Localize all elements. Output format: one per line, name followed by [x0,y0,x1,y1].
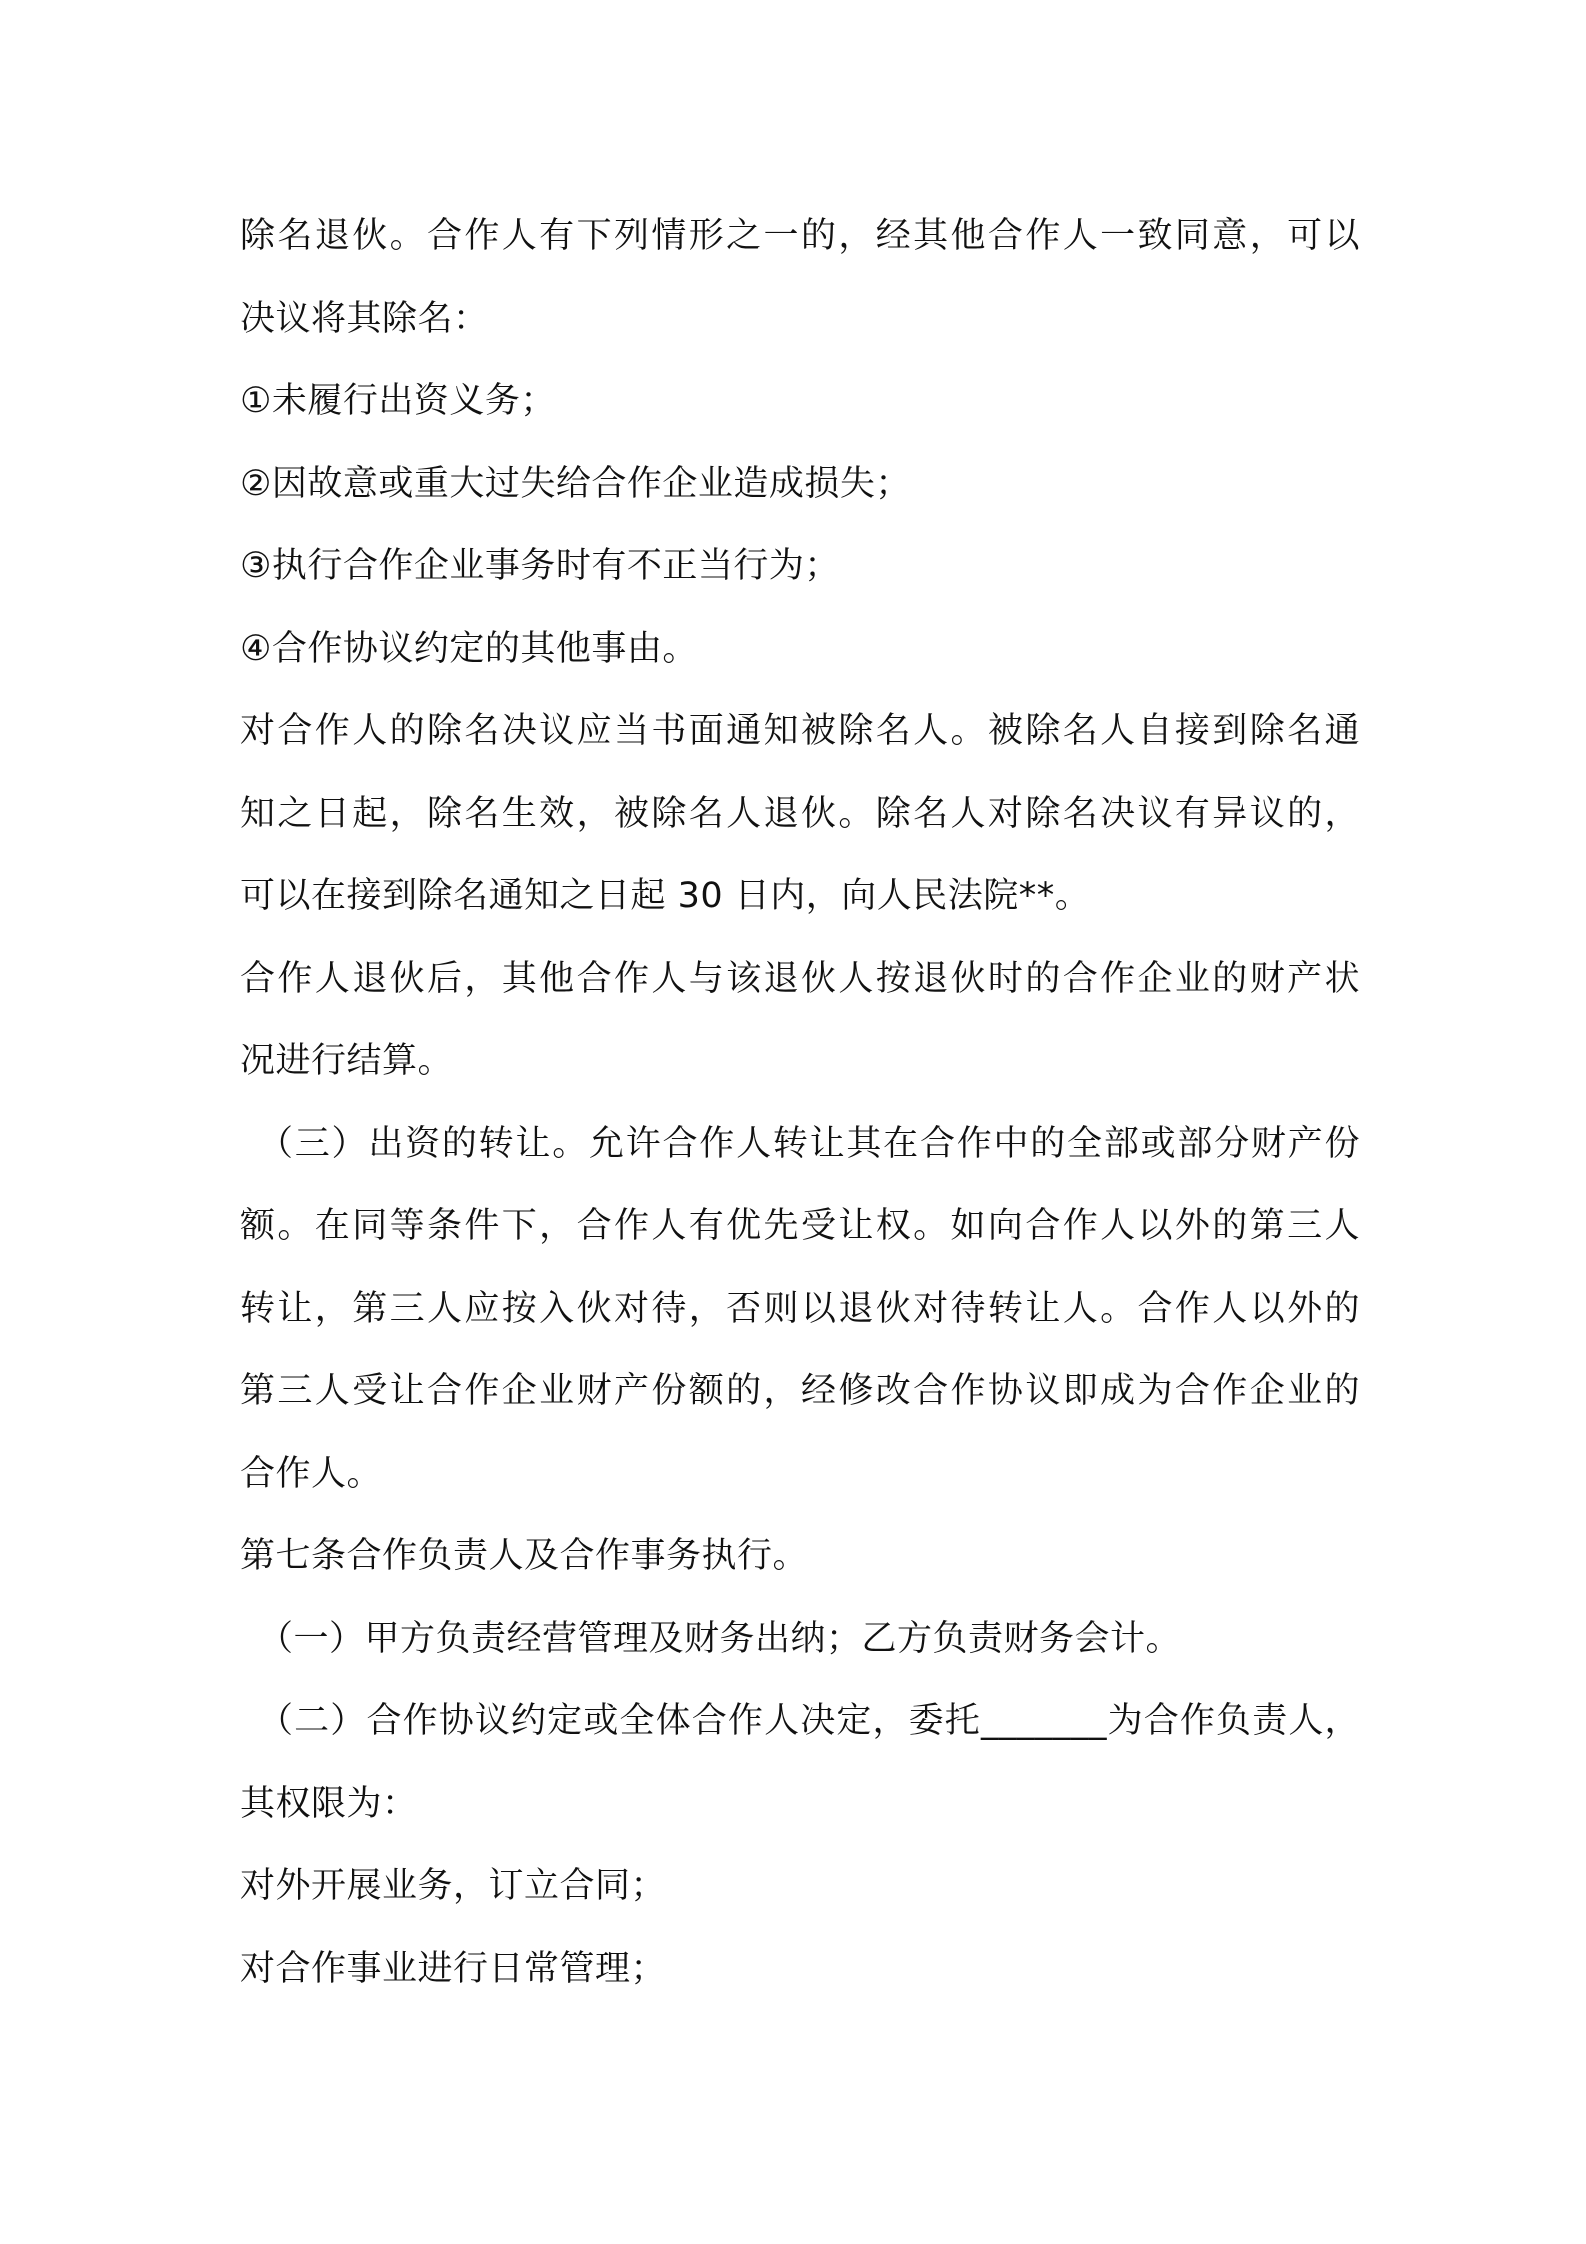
paragraph-line: 除名退伙。合作人有下列情形之一的，经其他合作人一致同意，可以 [240,216,1360,256]
list-item: 对合作事业进行日常管理； [240,1948,667,1989]
list-item: 对外开展业务，订立合同； [240,1866,667,1906]
paragraph-line: （一）甲方负责经营管理及财务出纳；乙方负责财务会计。 [258,1618,1182,1659]
paragraph-line: 决议将其除名： [240,298,489,339]
paragraph-line: 额。在同等条件下，合作人有优先受让权。如向合作人以外的第三人 [240,1206,1360,1246]
paragraph-line: 对合作人的除名决议应当书面通知被除名人。被除名人自接到除名通 [240,711,1360,751]
document-body [240,195,1360,2010]
list-item: ①未履行出资义务； [240,381,556,421]
list-item: ②因故意或重大过失给合作企业造成损失； [240,463,911,504]
list-item: ④合作协议约定的其他事由。 [240,628,698,669]
list-item: ③执行合作企业事务时有不正当行为； [240,546,840,586]
paragraph-line: 况进行结算。 [240,1041,454,1081]
paragraph-line: （三）出资的转让。允许合作人转让其在合作中的全部或部分财产份 [258,1123,1360,1164]
paragraph-line: 转让，第三人应按入伙对待，否则以退伙对待转让人。合作人以外的 [240,1288,1360,1329]
section-heading: 第七条合作负责人及合作事务执行。 [240,1536,809,1576]
paragraph-line: 合作人。 [240,1453,383,1494]
paragraph-line: 合作人退伙后，其他合作人与该退伙人按退伙时的合作企业的财产状 [240,958,1360,999]
paragraph-line: 其权限为： [240,1783,418,1824]
paragraph-line: 第三人受让合作企业财产份额的，经修改合作协议即成为合作企业的 [240,1371,1360,1411]
paragraph-line: （二）合作协议约定或全体合作人决定，委托_______为合作负责人， [258,1701,1360,1741]
paragraph-line: 知之日起，除名生效，被除名人退伙。除名人对除名决议有异议的， [240,793,1360,834]
paragraph-line: 可以在接到除名通知之日起 30 日内，向人民法院**。 [240,876,1091,916]
